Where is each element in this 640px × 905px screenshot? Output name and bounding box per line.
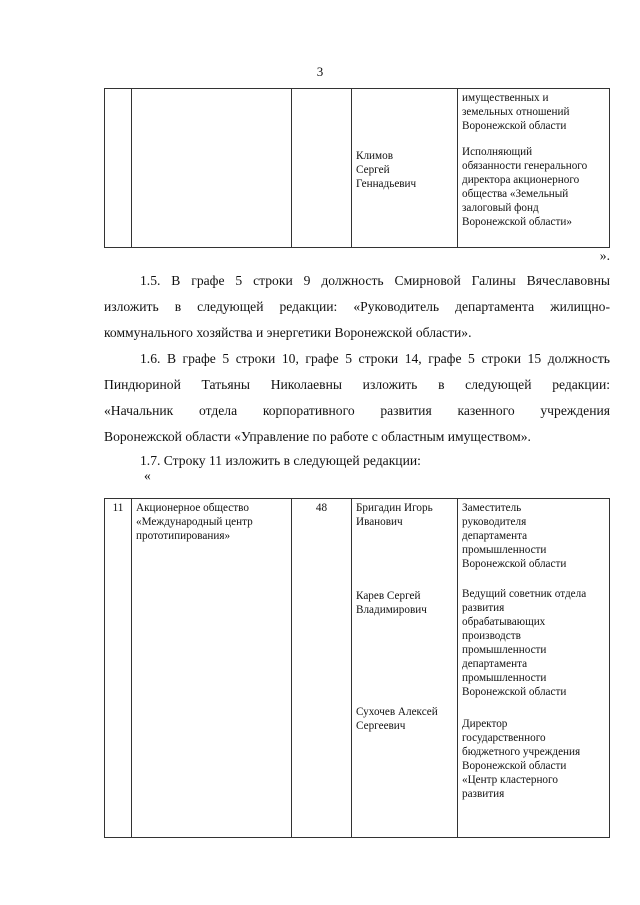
row-11-org-cell	[132, 499, 292, 838]
paragraph-line: 1.7. Строку 11 изложить в следующей редакции:	[140, 453, 421, 468]
paragraph-line: Пиндюриной Татьяны Николаевны изложить в следующей редакции:	[104, 377, 610, 392]
paragraph-1-5-end	[104, 320, 610, 346]
closing-quote: ».	[599, 248, 610, 263]
row-11-number: 11	[105, 499, 132, 838]
paragraph-line: 1.6. В графе 5 строки 10, графе 5 строки 14, графе 5 строки 15 должность	[140, 351, 610, 366]
top-table-cell-number	[105, 89, 132, 248]
paragraph-1-6-cont2	[104, 398, 610, 424]
top-table-cell-org	[132, 89, 292, 248]
row-11-org: Акционерное общество «Международный центр прототипирования»	[136, 502, 253, 542]
row-11-positions-cell	[458, 499, 610, 838]
row-11-names-cell	[352, 499, 458, 838]
person-name-brigadin: Бригадин Игорь Иванович	[356, 502, 433, 528]
paragraph-line: Воронежской области «Управление по работе с областным имуществом».	[104, 429, 531, 444]
page-number: 3	[316, 64, 324, 79]
row-11-value: 48	[292, 499, 352, 838]
position-klimov: Исполняющий обязанности генерального директора акционерного общества «Земельный залоговый фонд Воронежской области»	[462, 146, 588, 228]
position-sukhochev: Директор государственного бюджетного учреждения Воронежской области «Центр кластерного развития	[462, 718, 581, 800]
top-table-cell-value	[292, 89, 352, 248]
person-name-sukhochev: Сухочев Алексей Сергеевич	[356, 706, 438, 732]
person-name-klimov: Климов Сергей Геннадьевич	[356, 150, 417, 190]
row-11-table	[104, 498, 610, 838]
paragraph-line: «Начальник отдела корпоративного развития казенного учреждения	[104, 403, 610, 418]
position-brigadin: Заместитель руководителя департамента промышленности Воронежской области	[462, 502, 567, 570]
paragraph-1-6-end	[104, 424, 610, 450]
paragraph-1-5	[104, 268, 610, 294]
top-table-cell-position	[458, 89, 610, 248]
position-continuation: имущественных и земельных отношений Воронежской области	[462, 92, 570, 132]
paragraph-line: изложить в следующей редакции: «Руководитель департамента жилищно-	[104, 299, 610, 314]
person-name-karev: Карев Сергей Владимирович	[356, 590, 427, 616]
paragraph-1-5-cont	[104, 294, 610, 320]
paragraph-1-6-cont	[104, 372, 610, 398]
paragraph-1-6	[104, 346, 610, 372]
top-table-cell-name	[352, 89, 458, 248]
paragraph-line: 1.5. В графе 5 строки 9 должность Смирновой Галины Вячеславовны	[140, 273, 610, 288]
paragraph-line: коммунального хозяйства и энергетики Воронежской области».	[104, 325, 472, 340]
paragraph-1-7	[104, 448, 610, 474]
position-karev: Ведущий советник отдела развития обрабатывающих производств промышленности департамента промышленности Воронежской области	[462, 588, 587, 698]
top-table-fragment	[104, 88, 610, 248]
opening-quote: «	[144, 468, 151, 483]
